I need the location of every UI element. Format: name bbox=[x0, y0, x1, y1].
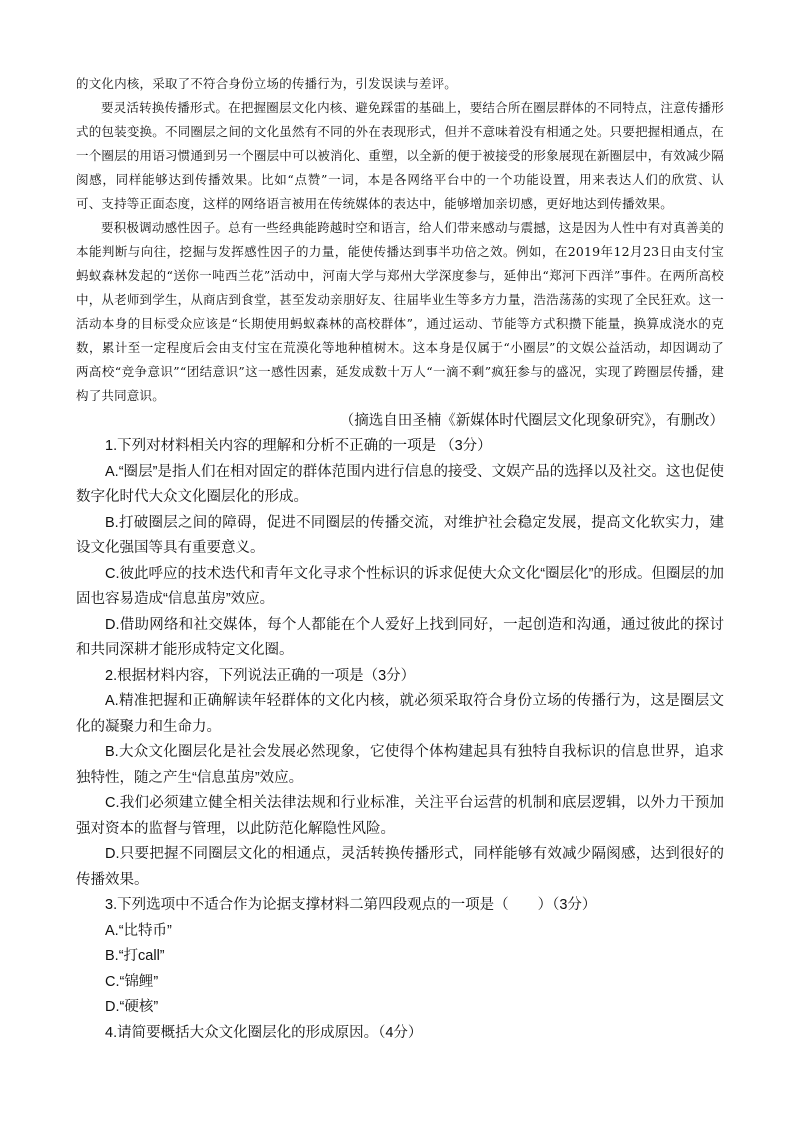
question-4 bbox=[76, 1021, 724, 1047]
question-2 bbox=[76, 664, 724, 894]
question-3-option-a: A.“比特币” bbox=[105, 922, 172, 939]
passage-paragraph-2: 要积极调动感性因子。总有一些经典能跨越时空和语言，给人们带来感动与震撼，这是因为人性中有对真善美的本能判断与向往，挖掘与发挥感性因子的力量，能使传播达到事半功倍之效。例如，在2019年12月23日由支付宝蚂蚁森林发起的“送你一吨西兰花”活动中，河南大学与郑州大学深度参与，延伸出“郑河下西洋”事件。在两所高校中，从老师到学生，从商店到食堂，甚至发动亲朋好友、往届毕业生等多方力量，浩浩荡荡的实现了全民狂欢。这一活动本身的目标受众应该是“长期使用蚂蚁森林的高校群体”，通过运动、节能等方式积攒下能量，换算成浇水的克数，累计至一定程度后会由支付宝在荒漠化等地种植树木。这本身是仅属于“小圈层”的文娱公益活动，却因调动了两高校“竞争意识”“团结意识”这一感性因素，延发成数十万人“一滴不剩”疯狂参与的盛况，实现了跨圈层传播，建构了共同意识。 bbox=[76, 220, 724, 403]
passage-paragraph-1: 要灵活转换传播形式。在把握圈层文化内核、避免踩雷的基础上，要结合所在圈层群体的不同特点，注意传播形式的包装变换。不同圈层之间的文化虽然有不同的外在表现形式，但并不意味着没有相通之处。只要把握相通点，在一个圈层的用语习惯通到另一个圈层中可以被消化、重塑，以全新的便于被接受的形象展现在新圈层中，有效减少隔阂感，同样能够达到传播效果。比如“点赞”一词，本是各网络平台中的一个功能设置，用来表达人们的欣赏、认可、支持等正面态度，这样的网络语言被用在传统媒体的表达中，能够增加亲切感，更好地达到传播效果。 bbox=[76, 100, 724, 211]
passage-paragraph-0: 的文化内核，采取了不符合身份立场的传播行为，引发误读与差评。 bbox=[76, 76, 458, 91]
passage-source: （摘选自田圣楠《新媒体时代圈层文化现象研究》，有删改） bbox=[339, 413, 724, 429]
question-1-stem: 1.下列对材料相关内容的理解和分析不正确的一项是 （3分） bbox=[105, 438, 492, 454]
question-2-option-b: B.大众文化圈层化是社会发展必然现象，它使得个体构建起具有独特自我标识的信息世界，追求独特性，随之产生“信息茧房”效应。 bbox=[76, 744, 724, 786]
question-2-option-d: D.只要把握不同圈层文化的相通点，灵活转换传播形式，同样能够有效减少隔阂感，达到很好的传播效果。 bbox=[76, 846, 724, 888]
questions bbox=[76, 434, 724, 1046]
question-3-option-b: B.“打call” bbox=[105, 948, 165, 964]
question-1-option-d: D.借助网络和社交媒体，每个人都能在个人爱好上找到同好，一起创造和沟通，通过彼此的探讨和共同深耕才能形成特定文化圈。 bbox=[76, 616, 724, 658]
question-3-option-d: D.“硬核” bbox=[105, 999, 159, 1015]
question-3-option-c: C.“锦鲤” bbox=[105, 973, 159, 990]
question-2-option-c: C.我们必须建立健全相关法律法规和行业标准，关注平台运营的机制和底层逻辑，以外力干预加强对资本的监督与管理，以此防范化解隐性风险。 bbox=[76, 795, 724, 837]
question-3-stem: 3.下列选项中不适合作为论据支撑材料二第四段观点的一项是（ ）（3分） bbox=[105, 897, 597, 913]
question-1-option-b: B.打破圈层之间的障碍，促进不同圈层的传播交流，对维护社会稳定发展，提高文化软实力，建设文化强国等具有重要意义。 bbox=[76, 514, 724, 556]
question-3 bbox=[76, 893, 724, 1021]
passage bbox=[76, 72, 724, 408]
question-1-option-c: C.彼此呼应的技术迭代和青年文化寻求个性标识的诉求促使大众文化“圈层化”的形成。但圈层的加固也容易造成“信息茧房”效应。 bbox=[76, 565, 724, 607]
question-4-stem: 4.请简要概括大众文化圈层化的形成原因。（4分） bbox=[105, 1024, 423, 1041]
document-page bbox=[76, 72, 724, 1046]
question-1 bbox=[76, 434, 724, 664]
question-2-stem: 2.根据材料内容，下列说法正确的一项是（3分） bbox=[105, 667, 416, 684]
question-2-option-a: A.精准把握和正确解读年轻群体的文化内核，就必须采取符合身份立场的传播行为，这是圈层文化的凝聚力和生命力。 bbox=[76, 693, 724, 735]
question-1-option-a: A.“圈层”是指人们在相对固定的群体范围内进行信息的接受、文娱产品的选择以及社交。这也促使数字化时代大众文化圈层化的形成。 bbox=[76, 463, 724, 505]
